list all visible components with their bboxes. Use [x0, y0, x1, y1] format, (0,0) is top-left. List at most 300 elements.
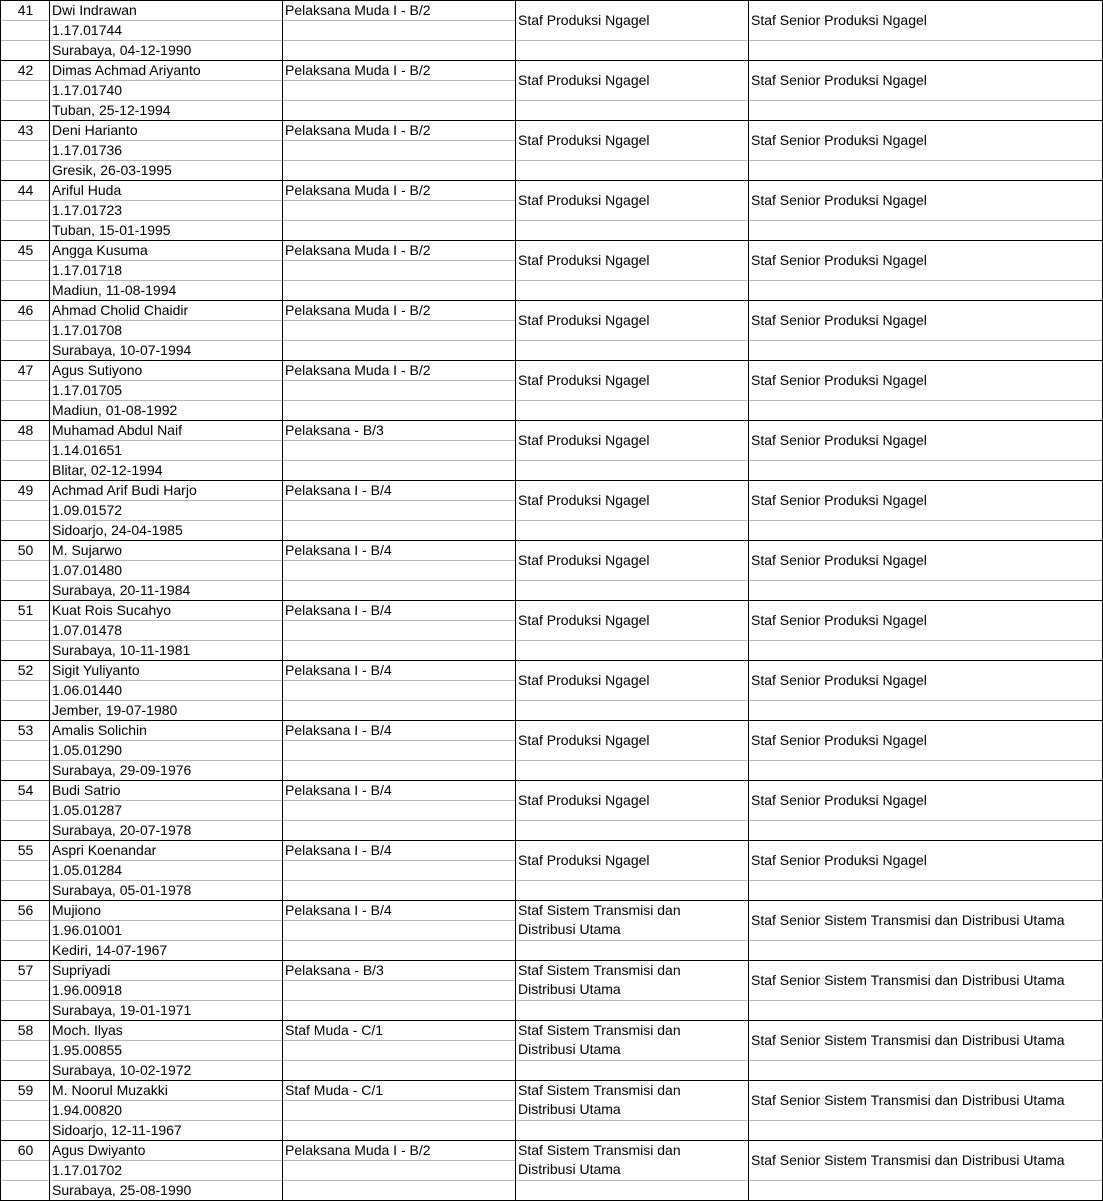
subrow-divider	[0, 40, 49, 41]
subrow-divider	[49, 140, 282, 141]
subrow-divider	[0, 100, 49, 101]
table-row	[0, 480, 1103, 540]
subrow-divider	[0, 80, 49, 81]
row-number-cell	[0, 300, 49, 360]
row-divider	[0, 1020, 1103, 1021]
subrow-divider	[49, 940, 282, 941]
subrow-divider	[282, 700, 515, 701]
row-divider	[0, 300, 1103, 301]
subrow-divider	[515, 1180, 748, 1181]
subrow-divider	[49, 920, 282, 921]
employee-rank: Pelaksana I - B/4	[285, 662, 392, 678]
subrow-divider	[282, 1100, 515, 1101]
subrow-divider	[282, 620, 515, 621]
row-divider	[0, 420, 1103, 421]
current-position-cell	[515, 60, 748, 120]
subrow-divider	[0, 220, 49, 221]
subrow-divider	[282, 1000, 515, 1001]
current-position: Staf Produksi Ngagel	[518, 72, 650, 88]
row-divider	[0, 660, 1103, 661]
employee-identity-cell	[49, 540, 282, 600]
subrow-divider	[282, 860, 515, 861]
current-position-line: Staf Sistem Transmisi dan	[518, 962, 681, 978]
new-position-cell	[748, 1140, 1103, 1200]
subrow-divider	[0, 920, 49, 921]
rank-cell	[282, 0, 515, 60]
rank-cell	[282, 240, 515, 300]
subrow-divider	[282, 1160, 515, 1161]
new-position-cell	[748, 540, 1103, 600]
subrow-divider	[748, 220, 1103, 221]
current-position: Staf Produksi Ngagel	[518, 552, 650, 568]
row-divider	[0, 1140, 1103, 1141]
subrow-divider	[282, 100, 515, 101]
employee-rank: Pelaksana I - B/4	[285, 842, 392, 858]
subrow-divider	[49, 680, 282, 681]
subrow-divider	[49, 980, 282, 981]
row-divider	[0, 840, 1103, 841]
subrow-divider	[282, 340, 515, 341]
row-divider	[0, 480, 1103, 481]
new-position-cell	[748, 660, 1103, 720]
subrow-divider	[0, 1100, 49, 1101]
subrow-divider	[515, 280, 748, 281]
new-position: Staf Senior Produksi Ngagel	[751, 252, 927, 268]
rank-cell	[282, 600, 515, 660]
subrow-divider	[282, 20, 515, 21]
employee-birth: Surabaya, 25-08-1990	[52, 1182, 192, 1198]
employee-name: Dwi Indrawan	[52, 2, 137, 18]
subrow-divider	[49, 460, 282, 461]
subrow-divider	[748, 400, 1103, 401]
subrow-divider	[515, 940, 748, 941]
rank-cell	[282, 960, 515, 1020]
employee-identity-cell	[49, 1080, 282, 1140]
subrow-divider	[49, 1160, 282, 1161]
subrow-divider	[0, 640, 49, 641]
subrow-divider	[515, 700, 748, 701]
current-position: Staf Produksi Ngagel	[518, 612, 650, 628]
table-row	[0, 360, 1103, 420]
current-position: Staf Produksi Ngagel	[518, 132, 650, 148]
current-position: Staf Produksi Ngagel	[518, 312, 650, 328]
employee-rank: Pelaksana Muda I - B/2	[285, 362, 431, 378]
employee-nip: 1.05.01290	[52, 742, 123, 758]
subrow-divider	[282, 1120, 515, 1121]
subrow-divider	[0, 560, 49, 561]
row-divider	[0, 600, 1103, 601]
current-position-cell	[515, 480, 748, 540]
row-divider	[0, 540, 1103, 541]
subrow-divider	[748, 40, 1103, 41]
row-number: 42	[17, 62, 34, 78]
employee-name: Budi Satrio	[52, 782, 121, 798]
subrow-divider	[0, 380, 49, 381]
subrow-divider	[0, 320, 49, 321]
subrow-divider	[49, 380, 282, 381]
employee-birth: Surabaya, 20-11-1984	[52, 582, 191, 598]
subrow-divider	[0, 880, 49, 881]
table-row	[0, 540, 1103, 600]
subrow-divider	[49, 500, 282, 501]
subrow-divider	[0, 260, 49, 261]
subrow-divider	[282, 260, 515, 261]
employee-identity-cell	[49, 660, 282, 720]
employee-birth: Tuban, 25-12-1994	[52, 102, 171, 118]
subrow-divider	[49, 160, 282, 161]
employee-identity-cell	[49, 720, 282, 780]
subrow-divider	[515, 400, 748, 401]
row-divider	[0, 180, 1103, 181]
subrow-divider	[282, 580, 515, 581]
subrow-divider	[282, 40, 515, 41]
employee-birth: Surabaya, 10-07-1994	[52, 342, 192, 358]
column-divider	[282, 0, 283, 1201]
row-number: 50	[17, 542, 34, 558]
subrow-divider	[515, 40, 748, 41]
current-position-cell	[515, 1080, 748, 1140]
subrow-divider	[49, 1180, 282, 1181]
new-position: Staf Senior Produksi Ngagel	[751, 432, 927, 448]
subrow-divider	[748, 460, 1103, 461]
new-position: Staf Senior Produksi Ngagel	[751, 312, 927, 328]
current-position-cell	[515, 960, 748, 1020]
current-position-cell	[515, 180, 748, 240]
employee-nip: 1.95.00855	[52, 1042, 123, 1058]
subrow-divider	[748, 820, 1103, 821]
subrow-divider	[282, 560, 515, 561]
subrow-divider	[49, 280, 282, 281]
subrow-divider	[515, 760, 748, 761]
subrow-divider	[0, 700, 49, 701]
current-position: Staf Produksi Ngagel	[518, 852, 650, 868]
new-position-cell	[748, 60, 1103, 120]
row-divider	[0, 720, 1103, 721]
employee-identity-cell	[49, 240, 282, 300]
employee-name: Amalis Solichin	[52, 722, 147, 738]
new-position: Staf Senior Produksi Ngagel	[751, 552, 927, 568]
subrow-divider	[748, 340, 1103, 341]
employee-name: Muhamad Abdul Naif	[52, 422, 182, 438]
new-position: Staf Senior Produksi Ngagel	[751, 372, 927, 388]
subrow-divider	[0, 280, 49, 281]
subrow-divider	[515, 160, 748, 161]
row-number-cell	[0, 120, 49, 180]
table-row	[0, 780, 1103, 840]
subrow-divider	[49, 580, 282, 581]
row-number-cell	[0, 360, 49, 420]
row-divider	[0, 0, 1103, 1]
employee-birth: Kediri, 14-07-1967	[52, 942, 168, 958]
row-number-cell	[0, 480, 49, 540]
subrow-divider	[282, 140, 515, 141]
table-row	[0, 1080, 1103, 1140]
employee-nip: 1.96.01001	[52, 922, 123, 938]
employee-rank: Pelaksana - B/3	[285, 962, 384, 978]
employee-rank: Pelaksana I - B/4	[285, 902, 392, 918]
new-position-cell	[748, 960, 1103, 1020]
employee-nip: 1.07.01478	[52, 622, 123, 638]
rank-cell	[282, 360, 515, 420]
subrow-divider	[515, 1120, 748, 1121]
rank-cell	[282, 420, 515, 480]
rank-cell	[282, 660, 515, 720]
subrow-divider	[49, 700, 282, 701]
rank-cell	[282, 900, 515, 960]
subrow-divider	[748, 160, 1103, 161]
subrow-divider	[748, 940, 1103, 941]
table-row	[0, 960, 1103, 1020]
employee-nip: 1.17.01702	[52, 1162, 123, 1178]
employee-rank: Pelaksana I - B/4	[285, 722, 392, 738]
employee-name: Deni Harianto	[52, 122, 138, 138]
subrow-divider	[282, 940, 515, 941]
subrow-divider	[0, 680, 49, 681]
subrow-divider	[282, 880, 515, 881]
subrow-divider	[49, 860, 282, 861]
subrow-divider	[282, 80, 515, 81]
employee-name: M. Noorul Muzakki	[52, 1082, 168, 1098]
employee-rank: Pelaksana Muda I - B/2	[285, 122, 431, 138]
row-number-cell	[0, 1080, 49, 1140]
subrow-divider	[282, 740, 515, 741]
employee-nip: 1.17.01740	[52, 82, 123, 98]
row-number-cell	[0, 600, 49, 660]
table-row	[0, 840, 1103, 900]
rank-cell	[282, 720, 515, 780]
new-position: Staf Senior Produksi Ngagel	[751, 792, 927, 808]
row-number: 49	[17, 482, 34, 498]
subrow-divider	[282, 640, 515, 641]
subrow-divider	[282, 380, 515, 381]
employee-rank: Pelaksana I - B/4	[285, 782, 392, 798]
subrow-divider	[282, 220, 515, 221]
subrow-divider	[0, 500, 49, 501]
current-position-line: Distribusi Utama	[518, 1161, 621, 1177]
employee-rank: Pelaksana Muda I - B/2	[285, 182, 431, 198]
subrow-divider	[515, 820, 748, 821]
subrow-divider	[282, 440, 515, 441]
employee-identity-cell	[49, 300, 282, 360]
employee-birth: Sidoarjo, 24-04-1985	[52, 522, 183, 538]
subrow-divider	[748, 580, 1103, 581]
table-row	[0, 0, 1103, 60]
table-row	[0, 180, 1103, 240]
subrow-divider	[282, 820, 515, 821]
employee-rank: Staf Muda - C/1	[285, 1082, 384, 1098]
new-position: Staf Senior Produksi Ngagel	[751, 192, 927, 208]
employee-identity-cell	[49, 180, 282, 240]
row-divider	[0, 960, 1103, 961]
subrow-divider	[515, 100, 748, 101]
new-position: Staf Senior Sistem Transmisi dan Distribusi Utama	[751, 972, 1065, 988]
row-number-cell	[0, 1020, 49, 1080]
subrow-divider	[515, 1060, 748, 1061]
subrow-divider	[0, 160, 49, 161]
row-number: 45	[17, 242, 34, 258]
employee-nip: 1.17.01705	[52, 382, 123, 398]
new-position: Staf Senior Sistem Transmisi dan Distribusi Utama	[751, 912, 1065, 928]
employee-identity-cell	[49, 0, 282, 60]
employee-rank: Pelaksana Muda I - B/2	[285, 242, 431, 258]
employee-birth: Gresik, 26-03-1995	[52, 162, 172, 178]
row-number: 56	[17, 902, 34, 918]
new-position-cell	[748, 180, 1103, 240]
subrow-divider	[282, 1180, 515, 1181]
current-position-line: Distribusi Utama	[518, 1041, 621, 1057]
rank-cell	[282, 1140, 515, 1200]
subrow-divider	[515, 640, 748, 641]
subrow-divider	[49, 820, 282, 821]
subrow-divider	[748, 1060, 1103, 1061]
subrow-divider	[0, 940, 49, 941]
rank-cell	[282, 540, 515, 600]
subrow-divider	[515, 520, 748, 521]
rank-cell	[282, 60, 515, 120]
subrow-divider	[515, 880, 748, 881]
employee-rank: Pelaksana Muda I - B/2	[285, 62, 431, 78]
employee-name: Agus Dwiyanto	[52, 1142, 146, 1158]
current-position: Staf Produksi Ngagel	[518, 372, 650, 388]
current-position-cell	[515, 540, 748, 600]
subrow-divider	[0, 440, 49, 441]
employee-rank: Pelaksana - B/3	[285, 422, 384, 438]
new-position-cell	[748, 720, 1103, 780]
subrow-divider	[49, 260, 282, 261]
employee-identity-cell	[49, 600, 282, 660]
new-position-cell	[748, 1080, 1103, 1140]
employee-identity-cell	[49, 840, 282, 900]
employee-name: Supriyadi	[52, 962, 111, 978]
current-position-cell	[515, 420, 748, 480]
subrow-divider	[0, 620, 49, 621]
subrow-divider	[49, 220, 282, 221]
current-position-cell	[515, 780, 748, 840]
employee-birth: Madiun, 11-08-1994	[52, 282, 177, 298]
subrow-divider	[0, 1180, 49, 1181]
subrow-divider	[282, 200, 515, 201]
row-number-cell	[0, 1140, 49, 1200]
subrow-divider	[282, 400, 515, 401]
subrow-divider	[748, 1000, 1103, 1001]
row-divider	[0, 120, 1103, 121]
new-position-cell	[748, 240, 1103, 300]
subrow-divider	[49, 40, 282, 41]
row-number: 58	[17, 1022, 34, 1038]
row-number-cell	[0, 660, 49, 720]
employee-birth: Surabaya, 19-01-1971	[52, 1002, 192, 1018]
rank-cell	[282, 840, 515, 900]
employee-name: Ariful Huda	[52, 182, 122, 198]
employee-identity-cell	[49, 60, 282, 120]
subrow-divider	[49, 800, 282, 801]
new-position: Staf Senior Sistem Transmisi dan Distribusi Utama	[751, 1092, 1065, 1108]
column-divider	[49, 0, 50, 1201]
row-number: 46	[17, 302, 34, 318]
table-row	[0, 420, 1103, 480]
subrow-divider	[748, 880, 1103, 881]
employee-birth: Sidoarjo, 12-11-1967	[52, 1122, 182, 1138]
current-position-cell	[515, 300, 748, 360]
subrow-divider	[49, 560, 282, 561]
current-position: Staf Produksi Ngagel	[518, 192, 650, 208]
subrow-divider	[49, 760, 282, 761]
row-number-cell	[0, 420, 49, 480]
current-position-cell	[515, 360, 748, 420]
subrow-divider	[49, 320, 282, 321]
subrow-divider	[748, 520, 1103, 521]
current-position-cell	[515, 600, 748, 660]
new-position-cell	[748, 420, 1103, 480]
subrow-divider	[49, 640, 282, 641]
employee-nip: 1.96.00918	[52, 982, 123, 998]
employee-name: Sigit Yuliyanto	[52, 662, 140, 678]
new-position-cell	[748, 780, 1103, 840]
subrow-divider	[49, 100, 282, 101]
new-position: Staf Senior Produksi Ngagel	[751, 612, 927, 628]
subrow-divider	[49, 740, 282, 741]
subrow-divider	[49, 1000, 282, 1001]
subrow-divider	[49, 440, 282, 441]
rank-cell	[282, 1080, 515, 1140]
new-position-cell	[748, 480, 1103, 540]
subrow-divider	[748, 640, 1103, 641]
subrow-divider	[282, 520, 515, 521]
row-number-cell	[0, 960, 49, 1020]
row-number-cell	[0, 720, 49, 780]
employee-nip: 1.17.01708	[52, 322, 123, 338]
new-position: Staf Senior Sistem Transmisi dan Distribusi Utama	[751, 1152, 1065, 1168]
current-position: Staf Produksi Ngagel	[518, 252, 650, 268]
row-number: 51	[17, 602, 34, 618]
subrow-divider	[0, 1040, 49, 1041]
employee-nip: 1.06.01440	[52, 682, 123, 698]
new-position: Staf Senior Produksi Ngagel	[751, 132, 927, 148]
subrow-divider	[49, 340, 282, 341]
row-number-cell	[0, 180, 49, 240]
subrow-divider	[49, 620, 282, 621]
employee-birth: Surabaya, 10-02-1972	[52, 1062, 192, 1078]
employee-identity-cell	[49, 1140, 282, 1200]
employee-nip: 1.07.01480	[52, 562, 123, 578]
current-position-cell	[515, 1020, 748, 1080]
employee-nip: 1.17.01718	[52, 262, 123, 278]
employee-birth: Surabaya, 20-07-1978	[52, 822, 192, 838]
employee-nip: 1.09.01572	[52, 502, 123, 518]
new-position-cell	[748, 840, 1103, 900]
column-divider	[0, 0, 1, 1201]
subrow-divider	[748, 700, 1103, 701]
subrow-divider	[282, 500, 515, 501]
new-position-cell	[748, 1020, 1103, 1080]
table-row	[0, 600, 1103, 660]
subrow-divider	[0, 760, 49, 761]
new-position: Staf Senior Produksi Ngagel	[751, 72, 927, 88]
subrow-divider	[49, 880, 282, 881]
table-row	[0, 300, 1103, 360]
current-position-line: Distribusi Utama	[518, 981, 621, 997]
current-position: Staf Produksi Ngagel	[518, 672, 650, 688]
employee-rank: Pelaksana Muda I - B/2	[285, 2, 431, 18]
subrow-divider	[0, 460, 49, 461]
table-row	[0, 660, 1103, 720]
new-position-cell	[748, 0, 1103, 60]
employee-name: Aspri Koenandar	[52, 842, 157, 858]
current-position-cell	[515, 720, 748, 780]
row-number-cell	[0, 0, 49, 60]
new-position-cell	[748, 360, 1103, 420]
new-position: Staf Senior Sistem Transmisi dan Distribusi Utama	[751, 1032, 1065, 1048]
